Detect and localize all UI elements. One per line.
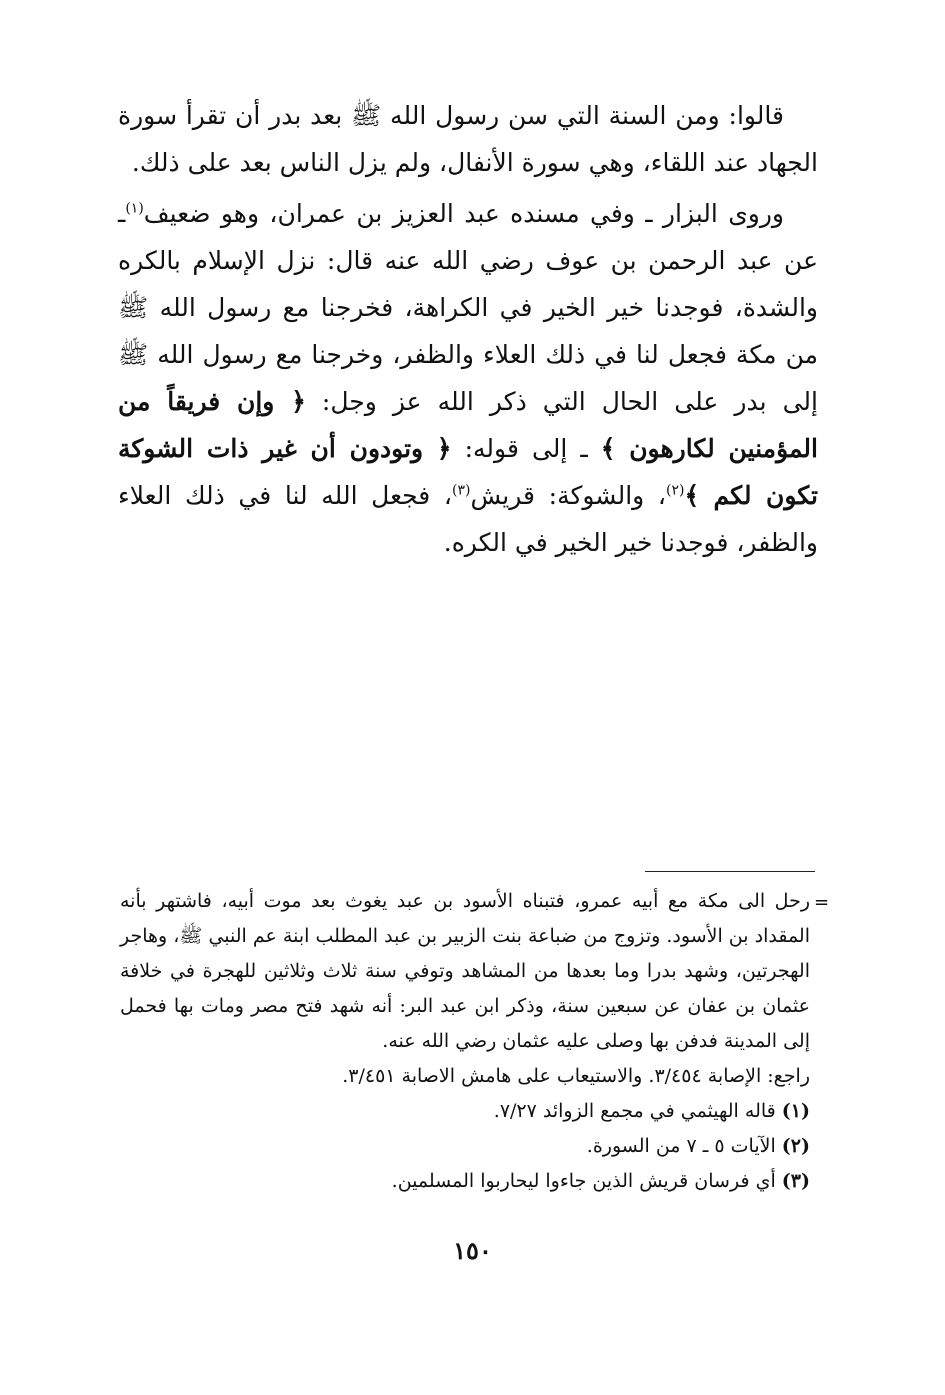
page-number: ١٥٠ [453, 1236, 492, 1265]
footnote-3-text: أي فرسان قريش الذين جاءوا ليحاربوا المسلمين. [391, 1170, 776, 1192]
paragraph-2-part-b: ـ عن عبد الرحمن بن عوف رضي الله عنه قال: نزل الإسلام بالكره والشدة، فوجدنا خير الخير في الكراهة، فخرجنا مع رسول الله ﷺ من مكة فجعل لنا في ذلك العلاء والظفر، وخرجنا مع رسول الله ﷺ إلى بدر على الحال التي ذكر الله عز وجل: [118, 199, 818, 416]
quran-quote-2: ﴿ وتودون أن غير ذات الشوكة تكون لكم ﴾ [118, 434, 818, 510]
footnote-continuation-marker: = [814, 892, 830, 913]
footnote-reference: راجع: الإصابة ٣/٤٥٤. والاستيعاب على هامش الاصابة ٣/٤٥١. [342, 1065, 810, 1087]
footnote-ref-3: (٣) [451, 482, 471, 499]
footnote-2 [120, 1129, 810, 1164]
footnote-2-number: (٢) [781, 1135, 810, 1157]
paragraph-2-part-c: ـ إلى قوله: [451, 434, 601, 463]
footnote-3 [120, 1164, 810, 1199]
paragraph-1-text: قالوا: ومن السنة التي سن رسول الله ﷺ بعد بدر أن تقرأ سورة الجهاد عند اللقاء، وهي سورة الأنفال، ولم يزل الناس بعد على ذلك. [118, 101, 818, 177]
footnote-1 [120, 1094, 810, 1129]
footnote-1-number: (١) [781, 1100, 810, 1122]
footnote-1-text: قاله الهيثمي في مجمع الزوائد ٧/٢٧. [493, 1100, 776, 1122]
footnote-2-text: الآيات ٥ ـ ٧ من السورة. [586, 1135, 776, 1157]
footnote-separator [645, 871, 815, 872]
paragraph-2 [118, 190, 818, 566]
paragraph-2-part-e: ، فجعل الله لنا في ذلك العلاء والظفر، فوجدنا خير الخير في الكره. [118, 481, 818, 557]
paragraph-2-part-a: وروى البزار ـ وفي مسنده عبد العزيز بن عمران، وهو ضعيف [143, 199, 784, 228]
footnote-ref-1: (١) [125, 200, 144, 217]
footnote-ref-2: (٢) [665, 482, 685, 499]
paragraph-1 [118, 92, 818, 186]
paragraph-2-part-d: ، والشوكة: قريش [470, 481, 666, 510]
footnote-continuation: رحل الى مكة مع أبيه عمرو، فتبناه الأسود بن عبد يغوث بعد موت أبيه، فاشتهر بأنه المقداد بن الأسود. وتزوج من ضباعة بنت الزبير بن عبد المطلب ابنة عم النبي ﷺ، وهاجر الهجرتين، وشهد بدرا وما بعدها من المشاهد وتوفي سنة ثلاث وثلاثين للهجرة في خلافة عثمان بن عفان عن سبعين سنة، وذكر ابن عبد البر: أنه شهد فتح مصر ومات بها فحمل إلى المدينة فدفن بها وصلى عليه عثمان رضي الله عنه. [120, 890, 810, 1052]
quran-quote-1: ﴿ وإن فريقاً من المؤمنين لكارهون ﴾ [118, 387, 818, 463]
footnotes [120, 884, 810, 1199]
footnote-3-number: (٣) [781, 1170, 810, 1192]
